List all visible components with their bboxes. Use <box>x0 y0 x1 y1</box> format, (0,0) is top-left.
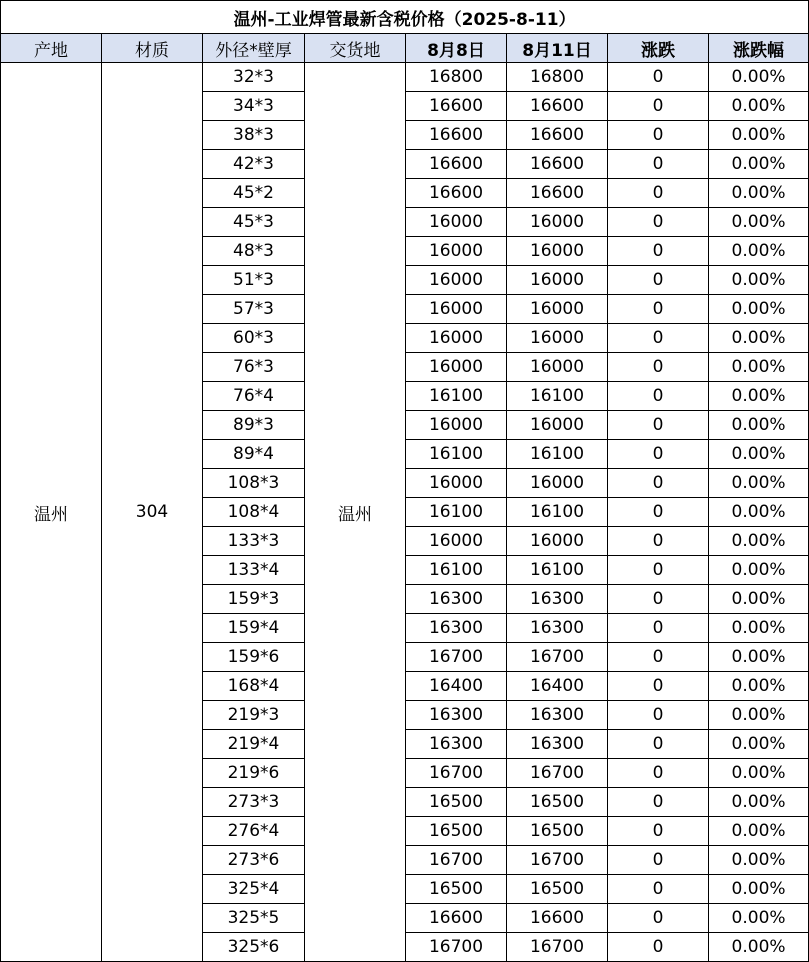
spec-cell: 325*6 <box>203 933 305 962</box>
price-aug8-cell: 16100 <box>406 498 507 527</box>
spec-cell: 133*4 <box>203 556 305 585</box>
col-header-change: 涨跌 <box>608 34 709 63</box>
change-pct-cell: 0.00% <box>709 382 809 411</box>
price-aug11-cell: 16700 <box>507 759 608 788</box>
change-cell: 0 <box>608 324 709 353</box>
col-header-price-aug8: 8月8日 <box>406 34 507 63</box>
change-cell: 0 <box>608 353 709 382</box>
price-aug8-cell: 16100 <box>406 440 507 469</box>
material-cell: 304 <box>102 63 203 962</box>
spec-cell: 45*2 <box>203 179 305 208</box>
change-pct-cell: 0.00% <box>709 411 809 440</box>
change-cell: 0 <box>608 527 709 556</box>
table-title: 温州-工业焊管最新含税价格（2025-8-11） <box>1 1 809 34</box>
price-aug8-cell: 16400 <box>406 672 507 701</box>
price-aug8-cell: 16100 <box>406 382 507 411</box>
price-aug11-cell: 16500 <box>507 817 608 846</box>
change-pct-cell: 0.00% <box>709 556 809 585</box>
change-cell: 0 <box>608 643 709 672</box>
change-pct-cell: 0.00% <box>709 353 809 382</box>
price-aug11-cell: 16000 <box>507 353 608 382</box>
change-pct-cell: 0.00% <box>709 701 809 730</box>
spec-cell: 168*4 <box>203 672 305 701</box>
change-cell: 0 <box>608 875 709 904</box>
price-aug8-cell: 16500 <box>406 875 507 904</box>
change-cell: 0 <box>608 179 709 208</box>
spec-cell: 32*3 <box>203 63 305 92</box>
price-aug8-cell: 16000 <box>406 208 507 237</box>
price-aug8-cell: 16700 <box>406 759 507 788</box>
change-pct-cell: 0.00% <box>709 817 809 846</box>
spec-cell: 325*5 <box>203 904 305 933</box>
delivery-cell: 温州 <box>305 63 406 962</box>
spec-cell: 219*3 <box>203 701 305 730</box>
spec-cell: 89*4 <box>203 440 305 469</box>
change-pct-cell: 0.00% <box>709 498 809 527</box>
spec-cell: 76*3 <box>203 353 305 382</box>
price-aug8-cell: 16300 <box>406 585 507 614</box>
price-aug11-cell: 16300 <box>507 730 608 759</box>
spec-cell: 133*3 <box>203 527 305 556</box>
price-aug11-cell: 16100 <box>507 556 608 585</box>
price-aug11-cell: 16000 <box>507 266 608 295</box>
change-cell: 0 <box>608 933 709 962</box>
spec-cell: 159*3 <box>203 585 305 614</box>
change-pct-cell: 0.00% <box>709 469 809 498</box>
change-pct-cell: 0.00% <box>709 295 809 324</box>
price-aug11-cell: 16000 <box>507 469 608 498</box>
spec-cell: 38*3 <box>203 121 305 150</box>
spec-cell: 45*3 <box>203 208 305 237</box>
change-cell: 0 <box>608 498 709 527</box>
spec-cell: 108*4 <box>203 498 305 527</box>
change-cell: 0 <box>608 440 709 469</box>
change-pct-cell: 0.00% <box>709 585 809 614</box>
price-aug11-cell: 16000 <box>507 411 608 440</box>
price-aug11-cell: 16800 <box>507 63 608 92</box>
change-cell: 0 <box>608 295 709 324</box>
change-cell: 0 <box>608 788 709 817</box>
price-aug8-cell: 16600 <box>406 150 507 179</box>
change-cell: 0 <box>608 614 709 643</box>
change-pct-cell: 0.00% <box>709 904 809 933</box>
change-pct-cell: 0.00% <box>709 759 809 788</box>
price-aug11-cell: 16000 <box>507 295 608 324</box>
change-pct-cell: 0.00% <box>709 440 809 469</box>
price-aug8-cell: 16500 <box>406 817 507 846</box>
spec-cell: 60*3 <box>203 324 305 353</box>
price-aug8-cell: 16100 <box>406 556 507 585</box>
spec-cell: 219*4 <box>203 730 305 759</box>
change-cell: 0 <box>608 63 709 92</box>
change-pct-cell: 0.00% <box>709 237 809 266</box>
change-cell: 0 <box>608 411 709 440</box>
price-aug11-cell: 16000 <box>507 527 608 556</box>
change-cell: 0 <box>608 266 709 295</box>
change-pct-cell: 0.00% <box>709 63 809 92</box>
change-cell: 0 <box>608 730 709 759</box>
price-aug11-cell: 16600 <box>507 92 608 121</box>
change-cell: 0 <box>608 556 709 585</box>
price-aug11-cell: 16600 <box>507 150 608 179</box>
price-aug11-cell: 16100 <box>507 498 608 527</box>
price-aug11-cell: 16600 <box>507 179 608 208</box>
change-cell: 0 <box>608 469 709 498</box>
change-pct-cell: 0.00% <box>709 266 809 295</box>
change-pct-cell: 0.00% <box>709 614 809 643</box>
change-cell: 0 <box>608 759 709 788</box>
price-aug11-cell: 16700 <box>507 846 608 875</box>
price-aug8-cell: 16000 <box>406 469 507 498</box>
price-aug8-cell: 16300 <box>406 614 507 643</box>
price-aug11-cell: 16500 <box>507 875 608 904</box>
price-aug8-cell: 16600 <box>406 904 507 933</box>
change-pct-cell: 0.00% <box>709 643 809 672</box>
price-aug11-cell: 16000 <box>507 324 608 353</box>
price-aug8-cell: 16700 <box>406 846 507 875</box>
price-aug8-cell: 16000 <box>406 411 507 440</box>
change-pct-cell: 0.00% <box>709 730 809 759</box>
change-pct-cell: 0.00% <box>709 150 809 179</box>
spec-cell: 108*3 <box>203 469 305 498</box>
change-pct-cell: 0.00% <box>709 788 809 817</box>
price-aug8-cell: 16000 <box>406 266 507 295</box>
price-aug11-cell: 16300 <box>507 614 608 643</box>
spec-cell: 76*4 <box>203 382 305 411</box>
price-aug11-cell: 16600 <box>507 904 608 933</box>
change-cell: 0 <box>608 904 709 933</box>
change-cell: 0 <box>608 237 709 266</box>
change-pct-cell: 0.00% <box>709 179 809 208</box>
col-header-delivery: 交货地 <box>305 34 406 63</box>
spec-cell: 273*6 <box>203 846 305 875</box>
price-aug8-cell: 16000 <box>406 237 507 266</box>
origin-cell: 温州 <box>1 63 102 962</box>
price-aug11-cell: 16500 <box>507 788 608 817</box>
change-cell: 0 <box>608 817 709 846</box>
price-aug8-cell: 16700 <box>406 643 507 672</box>
change-cell: 0 <box>608 92 709 121</box>
change-cell: 0 <box>608 846 709 875</box>
price-aug8-cell: 16700 <box>406 933 507 962</box>
spec-cell: 48*3 <box>203 237 305 266</box>
change-pct-cell: 0.00% <box>709 121 809 150</box>
change-cell: 0 <box>608 701 709 730</box>
change-pct-cell: 0.00% <box>709 672 809 701</box>
price-aug8-cell: 16600 <box>406 121 507 150</box>
change-pct-cell: 0.00% <box>709 92 809 121</box>
spec-cell: 276*4 <box>203 817 305 846</box>
price-aug8-cell: 16000 <box>406 527 507 556</box>
price-aug11-cell: 16600 <box>507 121 608 150</box>
col-header-spec: 外径*壁厚 <box>203 34 305 63</box>
price-aug8-cell: 16300 <box>406 701 507 730</box>
price-aug11-cell: 16300 <box>507 701 608 730</box>
price-aug11-cell: 16000 <box>507 237 608 266</box>
price-aug11-cell: 16100 <box>507 382 608 411</box>
spec-cell: 34*3 <box>203 92 305 121</box>
price-aug8-cell: 16000 <box>406 295 507 324</box>
price-aug11-cell: 16300 <box>507 585 608 614</box>
spec-cell: 42*3 <box>203 150 305 179</box>
change-cell: 0 <box>608 208 709 237</box>
price-aug8-cell: 16600 <box>406 92 507 121</box>
spec-cell: 159*4 <box>203 614 305 643</box>
change-cell: 0 <box>608 672 709 701</box>
header-row <box>1 34 809 63</box>
spec-cell: 159*6 <box>203 643 305 672</box>
price-aug11-cell: 16000 <box>507 208 608 237</box>
price-aug11-cell: 16400 <box>507 672 608 701</box>
change-pct-cell: 0.00% <box>709 324 809 353</box>
spec-cell: 219*6 <box>203 759 305 788</box>
price-aug8-cell: 16300 <box>406 730 507 759</box>
col-header-material: 材质 <box>102 34 203 63</box>
spec-cell: 325*4 <box>203 875 305 904</box>
change-pct-cell: 0.00% <box>709 933 809 962</box>
change-cell: 0 <box>608 121 709 150</box>
change-cell: 0 <box>608 382 709 411</box>
price-aug8-cell: 16600 <box>406 179 507 208</box>
change-pct-cell: 0.00% <box>709 527 809 556</box>
spec-cell: 273*3 <box>203 788 305 817</box>
change-cell: 0 <box>608 150 709 179</box>
col-header-change-pct: 涨跌幅 <box>709 34 809 63</box>
spec-cell: 57*3 <box>203 295 305 324</box>
change-cell: 0 <box>608 585 709 614</box>
spec-cell: 89*3 <box>203 411 305 440</box>
price-aug11-cell: 16700 <box>507 643 608 672</box>
col-header-origin: 产地 <box>1 34 102 63</box>
price-aug11-cell: 16700 <box>507 933 608 962</box>
price-aug11-cell: 16100 <box>507 440 608 469</box>
price-aug8-cell: 16000 <box>406 324 507 353</box>
table-row <box>1 63 809 92</box>
change-pct-cell: 0.00% <box>709 208 809 237</box>
change-pct-cell: 0.00% <box>709 846 809 875</box>
change-pct-cell: 0.00% <box>709 875 809 904</box>
price-aug8-cell: 16500 <box>406 788 507 817</box>
price-aug8-cell: 16800 <box>406 63 507 92</box>
col-header-price-aug11: 8月11日 <box>507 34 608 63</box>
price-aug8-cell: 16000 <box>406 353 507 382</box>
spec-cell: 51*3 <box>203 266 305 295</box>
